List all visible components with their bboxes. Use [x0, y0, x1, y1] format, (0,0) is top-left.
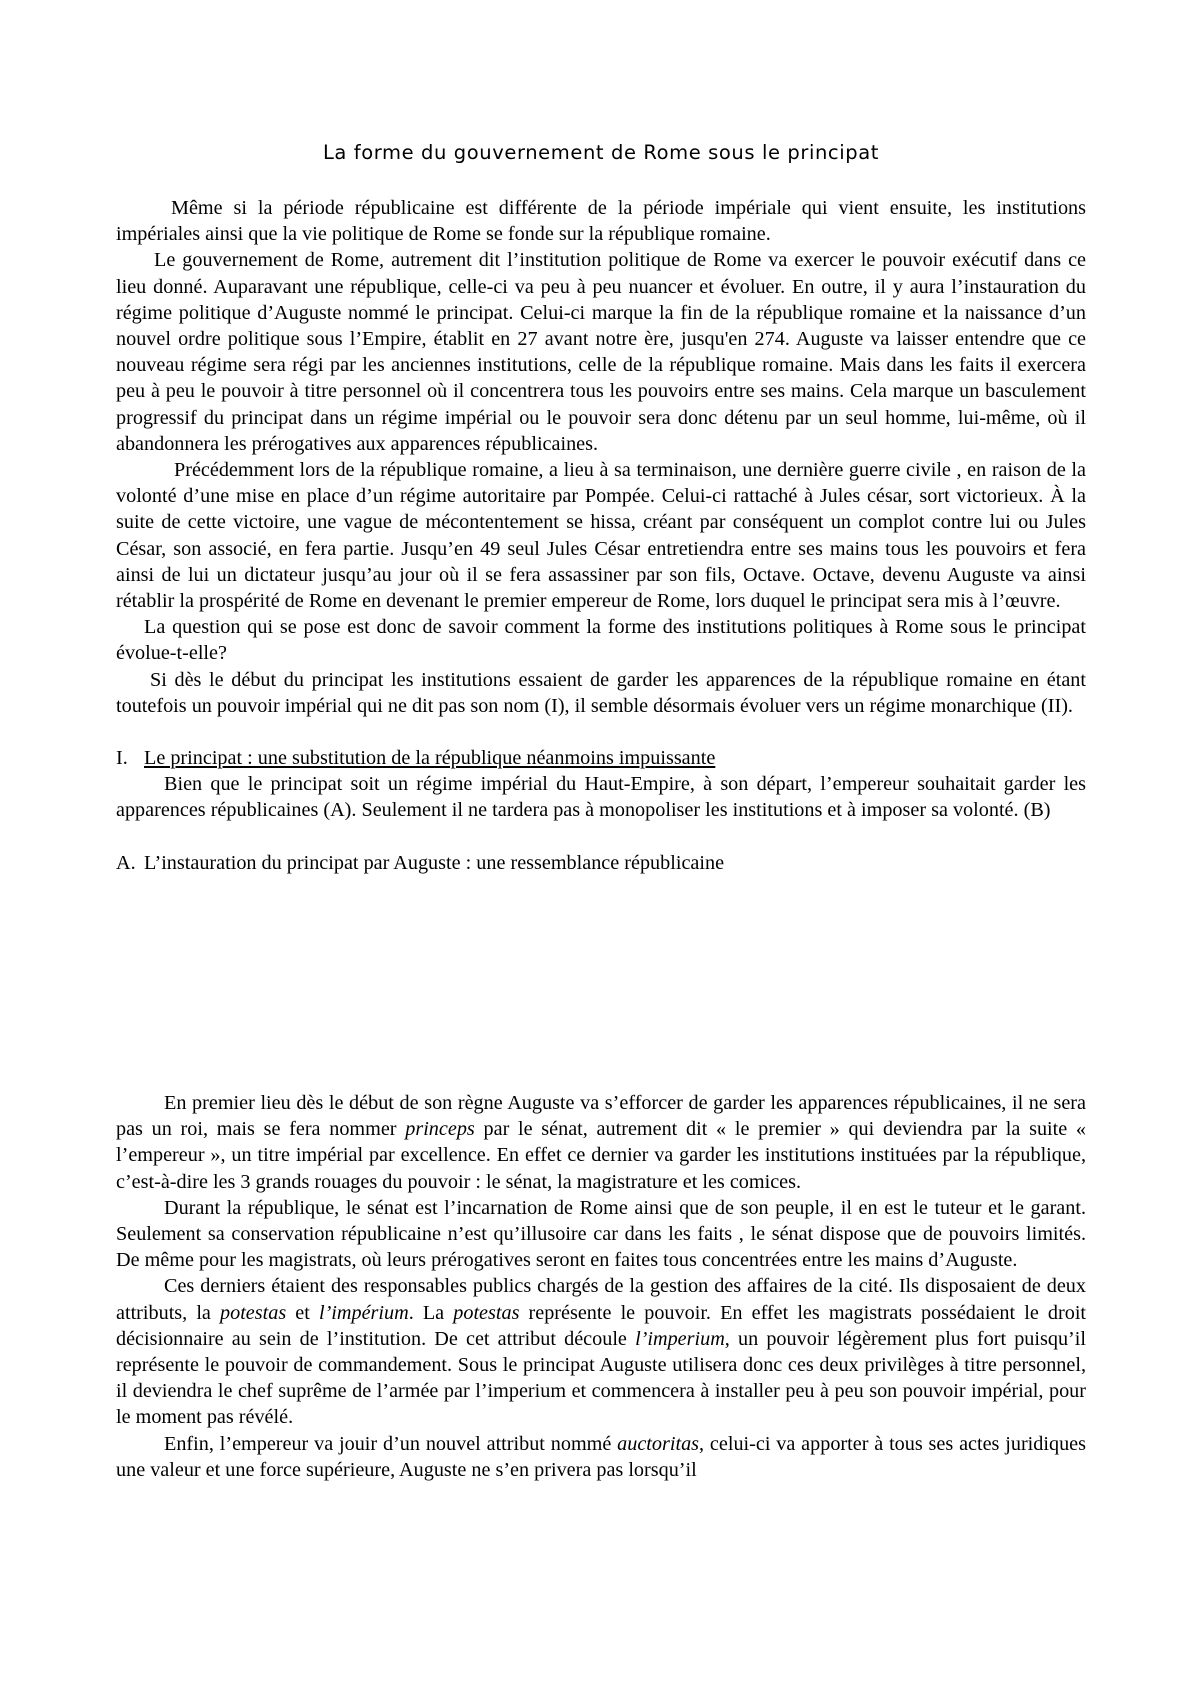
part-one-heading: [116, 745, 1086, 771]
latin-term: potestas: [220, 1301, 287, 1324]
section-title: L’instauration du principat par Auguste : une ressemblance républicaine: [144, 851, 725, 874]
document-title: La forme du gouvernement de Rome sous le principat: [322, 141, 880, 164]
latin-term: potestas: [453, 1301, 520, 1324]
section-a-paragraph: Durant la république, le sénat est l’incarnation de Rome ainsi que de son peuple, il en est le tuteur et le garant. Seulement sa conservation républicaine n’est qu’illusoire car dans les faits , le sénat dispose que de pouvoirs limités. De même pour les magistrats, où leurs prérogatives seront en faites tous concentrées entre les mains d’Auguste.: [116, 1196, 1086, 1272]
latin-term: l’impérium: [318, 1301, 409, 1324]
part-one-intro-paragraph: Bien que le principat soit un régime impérial du Haut-Empire, à son départ, l’empereur souhaitait garder les apparences républicaines (A). Seulement il ne tardera pas à monopoliser les institutions et à imposer sa volonté. (B): [116, 773, 1086, 822]
intro-paragraph: Précédemment lors de la république romaine, a lieu à sa terminaison, une dernière guerre civile , en raison de la volonté d’une mise en place d’un régime autoritaire par Pompée. Celui-ci rattaché à Jules césar, sort victorieux. À la suite de cette victoire, une vague de mécontentement se hissa, créant par conséquent un complot contre lui ou Jules César, son associé, en fera partie. Jusqu’en 49 seul Jules César entretiendra entre ses mains tous les pouvoirs et fera ainsi de lui un dictateur jusqu’au jour où il se fera assassiner par son fils, Octave. Octave, devenu Auguste va ainsi rétablir la prospérité de Rome en devenant le premier empereur de Rome, lors duquel le principat sera mis à l’œuvre.: [116, 459, 1086, 613]
part-number: I.: [116, 747, 128, 770]
section-a-paragraph: En premier lieu dès le début de son règne Auguste va s’efforcer de garder les apparences républicaines, il ne sera pas un roi, mais se fera nommer princeps par le sénat, autrement dit « le premier » qui deviendra par la suite « l’empereur », un titre impérial par excellence. En effet ce dernier va garder les institutions instituées par la république, c’est-à-dire les 3 grands rouages du pouvoir : le sénat, la magistrature et les comices.: [116, 1092, 1087, 1193]
intro-paragraph: Même si la période républicaine est différente de la période impériale qui vient ensuite, les institutions impériales ainsi que la vie politique de Rome se fonde sur la république romaine.: [116, 197, 1086, 246]
latin-term: auctoritas: [617, 1432, 700, 1455]
plan-announcement-paragraph: Si dès le début du principat les institutions essaient de garder les apparences de la république romaine en étant toutefois un pouvoir impérial qui ne dit pas son nom (I), il semble désormais évoluer vers un régime monarchique (II).: [116, 668, 1086, 717]
problematic-paragraph: La question qui se pose est donc de savoir comment la forme des institutions politiques à Rome sous le principat évolue-t-elle?: [116, 616, 1086, 665]
latin-term: princeps: [405, 1118, 475, 1141]
intro-paragraph: Le gouvernement de Rome, autrement dit l’institution politique de Rome va exercer le pouvoir exécutif dans ce lieu donné. Auparavant une république, celle-ci va peu à peu nuancer et évoluer. En outre, il y aura l’instauration du régime politique d’Auguste nommé le principat. Celui-ci marque la fin de la république romaine et la naissance d’un nouvel ordre politique sous l’Empire, établit en 27 avant notre ère, jusqu'en 274. Auguste va laisser entendre que ce nouveau régime sera régi par les anciennes institutions, celle de la république romaine. Mais dans les faits il exercera peu à peu le pouvoir à titre personnel où il concentrera tous les pouvoirs entre ses mains. Cela marque un basculement progressif du principat dans un régime impérial ou le pouvoir sera donc détenu par un seul homme, lui-même, où il abandonnera les prérogatives aux apparences républicaines.: [116, 249, 1086, 455]
section-letter: A.: [116, 851, 136, 874]
part-title: Le principat : une substitution de la république néanmoins impuissante: [144, 747, 716, 770]
introduction-section: [116, 195, 1086, 876]
section-a-paragraph: Enfin, l’empereur va jouir d’un nouvel attribut nommé auctoritas, celui-ci va apporter à tous ses actes juridiques une valeur et une force supérieure, Auguste ne s’en privera pas lorsqu’il: [116, 1432, 1086, 1481]
section-a-heading: [116, 850, 1086, 876]
section-a-body: [116, 1090, 1086, 1483]
section-a-paragraph: Ces derniers étaient des responsables publics chargés de la gestion des affaires de la cité. Ils disposaient de deux attributs, la potestas et l’impérium. La potestas représente le pouvoir. En effet les magistrats possédaient le droit décisionnaire au sein de l’institution. De cet attribut découle l’imperium, un pouvoir légèrement plus fort puisqu’il représente le pouvoir de commandement. Sous le principat Auguste utilisera donc ces deux privilèges à titre personnel, il deviendra le chef suprême de l’armée par l’imperium et commencera à installer peu à peu son pouvoir impérial, pour le moment pas révélé.: [116, 1275, 1087, 1429]
latin-term: l’imperium: [635, 1327, 725, 1350]
document-page: [116, 0, 1086, 1696]
